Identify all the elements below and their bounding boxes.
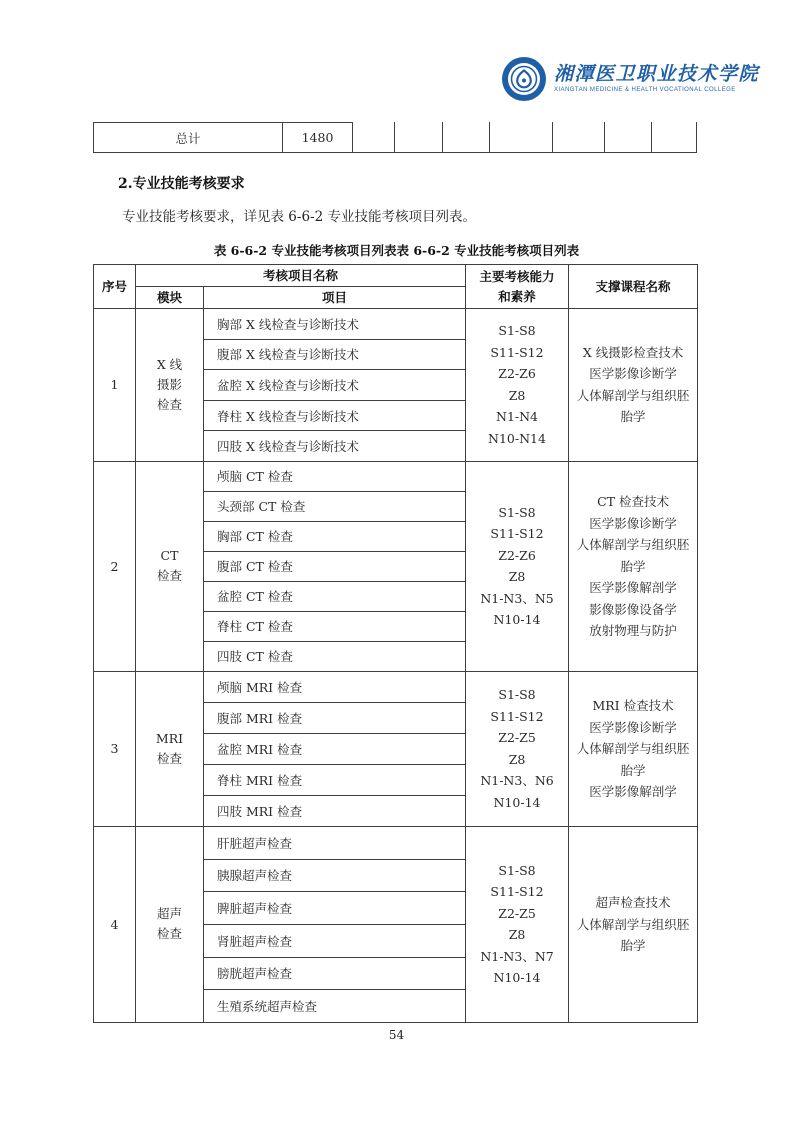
item-cell: 颅脑 CT 检查 (204, 461, 466, 491)
ability-line: S11-S12 (490, 526, 544, 542)
ability-cell (466, 309, 569, 462)
course-line: 医学影像诊断学 (589, 719, 677, 735)
module-cell (136, 309, 204, 462)
table-row (94, 461, 698, 491)
college-name-zh: 湘潭医卫职业技术学院 (553, 63, 759, 85)
header-ability-line2: 和素养 (498, 288, 536, 304)
item-cell: 生殖系统超声检查 (204, 990, 466, 1023)
module-line: 检查 (156, 926, 182, 942)
course-line: 放射物理与防护 (589, 623, 677, 639)
module-cell (136, 826, 204, 1022)
ability-line: N1-N3、N6 (480, 773, 554, 789)
totals-value-cell: 1480 (283, 122, 353, 152)
item-cell: 盆腔 CT 检查 (204, 581, 466, 611)
header-ability-line1: 主要考核能力 (479, 268, 555, 284)
ability-line: N10-N14 (488, 430, 546, 446)
header-ability (466, 265, 569, 309)
course-line: MRI 检查技术 (592, 698, 674, 714)
course-line: 超声检查技术 (595, 895, 671, 911)
totals-empty-cell (553, 122, 605, 152)
ability-line: Z2-Z6 (498, 366, 536, 382)
ability-line: Z8 (508, 927, 526, 943)
ability-cell (466, 826, 569, 1022)
item-cell: 盆腔 X 线检查与诊断技术 (204, 370, 466, 401)
item-cell: 肝脏超声检查 (204, 826, 466, 859)
intro-paragraph: 专业技能考核要求，详见表 6-6-2 专业技能考核项目列表。 (122, 209, 476, 225)
item-cell: 胰腺超声检查 (204, 859, 466, 892)
module-line: 超声 (156, 906, 182, 922)
module-cell (136, 671, 204, 826)
course-line: CT 检查技术 (597, 494, 669, 510)
section-heading: 2.专业技能考核要求 (118, 176, 245, 192)
item-cell: 头颈部 CT 检查 (204, 491, 466, 521)
course-line: X 线摄影检查技术 (582, 344, 684, 360)
item-cell: 脊柱 CT 检查 (204, 611, 466, 641)
ability-cell (466, 461, 569, 671)
course-line: 医学影像解剖学 (589, 580, 677, 596)
seq-cell: 2 (94, 461, 136, 671)
course-line: 人体解剖学与组织胚胎学 (576, 916, 690, 954)
ability-line: Z8 (508, 387, 526, 403)
item-cell: 脾脏超声检查 (204, 892, 466, 925)
page-number: 54 (388, 1028, 405, 1042)
college-logo (501, 56, 759, 102)
ability-line: S1-S8 (498, 862, 536, 878)
item-cell: 腹部 MRI 检查 (204, 702, 466, 733)
item-cell: 膀胱超声检查 (204, 957, 466, 990)
seq-cell: 4 (94, 826, 136, 1022)
item-cell: 盆腔 MRI 检查 (204, 733, 466, 764)
ability-line: Z2-Z5 (498, 730, 536, 746)
totals-empty-cell (353, 122, 395, 152)
header-row-1 (94, 265, 698, 287)
college-name-en: XIANGTAN MEDICINE & HEALTH VOCATIONAL COLLEGE (553, 87, 736, 93)
module-cell (136, 461, 204, 671)
module-line: X 线 (156, 356, 183, 372)
item-cell: 胸部 CT 检查 (204, 521, 466, 551)
totals-label-cell: 总计 (93, 122, 283, 152)
header-name-group: 考核项目名称 (136, 265, 466, 287)
college-emblem-icon (501, 56, 547, 102)
item-cell: 腹部 CT 检查 (204, 551, 466, 581)
header-item: 项目 (204, 287, 466, 309)
courses-cell (569, 671, 698, 826)
ability-line: N10-14 (493, 794, 541, 810)
header-seq: 序号 (94, 265, 136, 309)
ability-line: S1-S8 (498, 504, 536, 520)
item-cell: 四肢 CT 检查 (204, 641, 466, 671)
courses-cell (569, 309, 698, 462)
item-cell: 四肢 MRI 检查 (204, 795, 466, 826)
module-line: MRI (155, 730, 184, 746)
ability-line: S11-S12 (490, 344, 544, 360)
header-module: 模块 (136, 287, 204, 309)
totals-empty-cell (605, 122, 652, 152)
course-line: 影像影像设备学 (589, 601, 677, 617)
module-line: 检查 (156, 750, 182, 766)
skills-assessment-table (93, 264, 698, 1023)
ability-line: S1-S8 (498, 687, 536, 703)
item-cell: 胸部 X 线检查与诊断技术 (204, 309, 466, 340)
course-line: 医学影像诊断学 (589, 515, 677, 531)
item-cell: 肾脏超声检查 (204, 924, 466, 957)
course-line: 医学影像解剖学 (589, 784, 677, 800)
module-line: 摄影 (156, 376, 182, 392)
courses-cell (569, 826, 698, 1022)
seq-cell: 3 (94, 671, 136, 826)
ability-line: Z2-Z5 (498, 905, 536, 921)
ability-cell (466, 671, 569, 826)
totals-empty-cell (490, 122, 553, 152)
course-line: 人体解剖学与组织胚胎学 (576, 741, 690, 778)
item-cell: 脊柱 MRI 检查 (204, 764, 466, 795)
totals-table (93, 122, 697, 153)
ability-line: S11-S12 (490, 708, 544, 724)
ability-line: N10-14 (493, 970, 541, 986)
module-line: 检查 (156, 568, 182, 584)
item-cell: 脊柱 X 线检查与诊断技术 (204, 400, 466, 431)
table-row (94, 671, 698, 702)
module-line: 检查 (156, 396, 182, 412)
module-line: CT (160, 548, 179, 564)
ability-line: N1-N4 (496, 409, 539, 425)
ability-line: Z8 (508, 751, 526, 767)
ability-line: S11-S12 (490, 884, 544, 900)
college-logo-text (554, 65, 759, 93)
ability-line: Z2-Z6 (498, 547, 536, 563)
ability-line: N10-14 (493, 612, 541, 628)
table-caption: 表 6-6-2 专业技能考核项目列表表 6-6-2 专业技能考核项目列表 (213, 243, 580, 258)
totals-empty-cell (443, 122, 490, 152)
courses-cell (569, 461, 698, 671)
header-courses: 支撑课程名称 (569, 265, 698, 309)
totals-empty-cell (652, 122, 697, 152)
item-cell: 腹部 X 线检查与诊断技术 (204, 339, 466, 370)
table-row (94, 309, 698, 340)
item-cell: 颅脑 MRI 检查 (204, 671, 466, 702)
course-line: 医学影像诊断学 (589, 366, 677, 382)
ability-line: Z8 (508, 569, 526, 585)
course-line: 人体解剖学与组织胚胎学 (576, 387, 690, 425)
totals-empty-cell (395, 122, 443, 152)
course-line: 人体解剖学与组织胚胎学 (576, 537, 690, 574)
table-row (94, 826, 698, 859)
ability-line: S1-S8 (498, 323, 536, 339)
seq-cell: 1 (94, 309, 136, 462)
ability-line: N1-N3、N5 (480, 590, 554, 606)
ability-line: N1-N3、N7 (480, 948, 554, 964)
item-cell: 四肢 X 线检查与诊断技术 (204, 431, 466, 462)
